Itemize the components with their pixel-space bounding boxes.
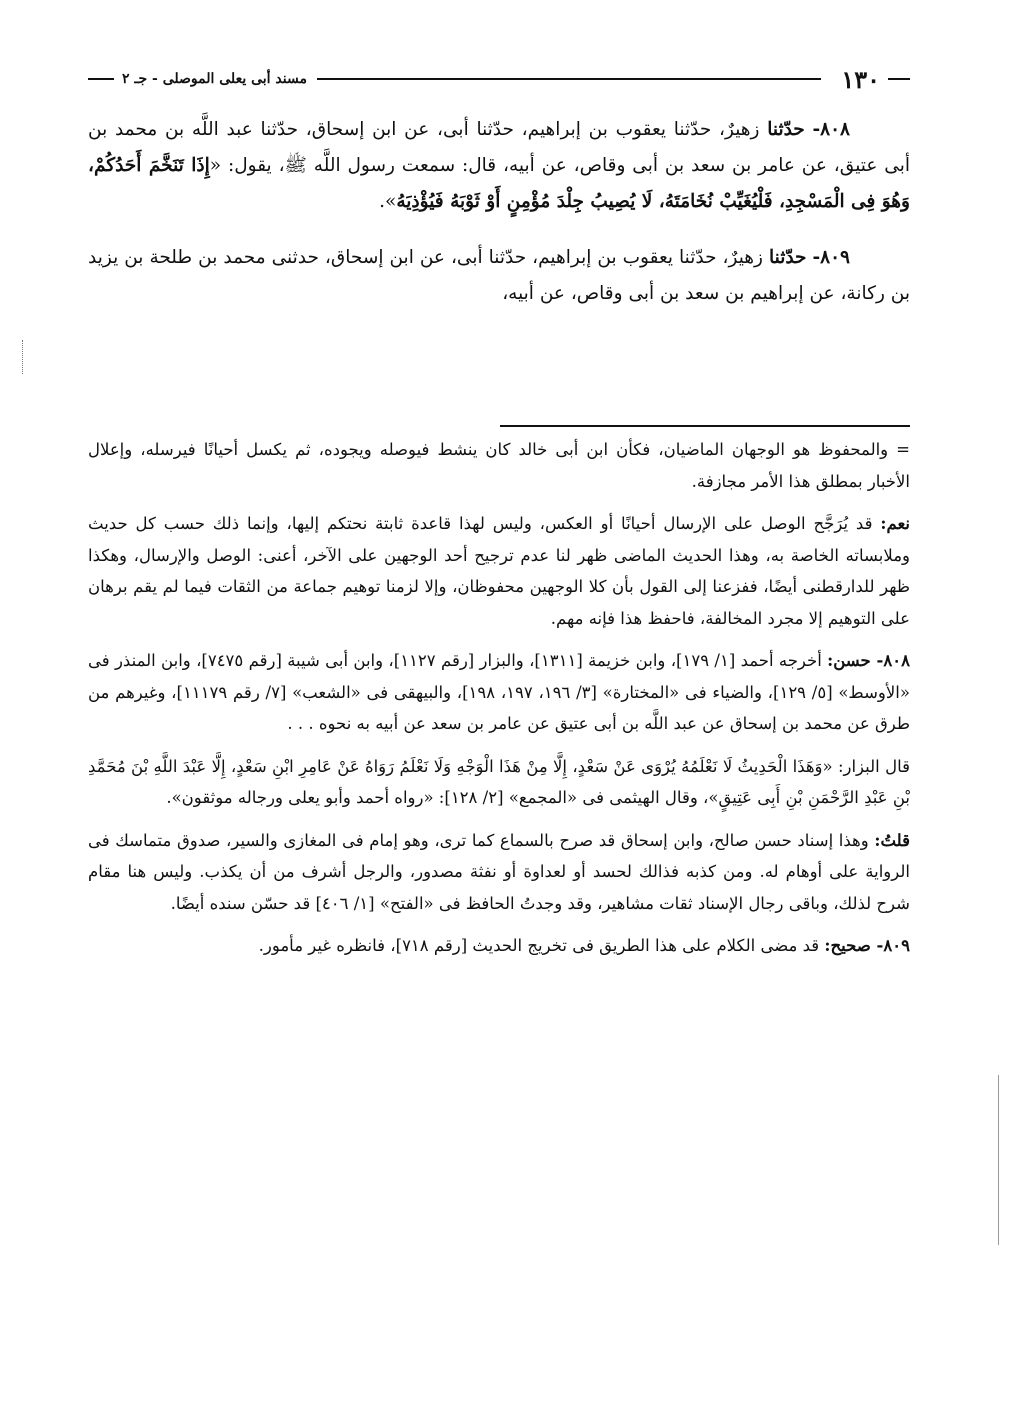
hadith-number: ٨٠٨- (812, 119, 850, 140)
hadith-isnad: زهيرٌ، حدّثنا يعقوب بن إبراهيم، حدّثنا أبى، عن ابن إسحاق، حدّثنا عبد اللَّه بن محمد بن أبى عتيق، عن عامر بن سعد بن أبى وقاص، عن أبيه، قال: سمعت رسول اللَّه ﷺ، يقول: « (88, 119, 910, 176)
main-text (88, 112, 910, 332)
page-header (88, 64, 910, 94)
hadith-808 (88, 112, 910, 220)
page-number: ١٣٠ (841, 64, 880, 94)
footnote-body: وهذا إسناد حسن صالح، وابن إسحاق قد صرح بالسماع كما ترى، وهو إمام فى المغازى والسير، صدوق متماسك فى الرواية على أوهام له. ومن كذبه فذالك لحسد أو لعداوة أو نفثة مصدور، والرجل أشرف من أن يكذب. وليس هنا مقام شرح لذلك، وباقى رجال الإسناد ثقات مشاهير، وقد وجدتُ الحافظ فى «الفتح» [١/ ٤٠٦] قد حسّن سنده أيضًا. (88, 830, 910, 913)
footnote-naam (88, 508, 910, 634)
hadith-matn: إِذَا تَنَخَّمَ أَحَدُكُمْ، وَهُوَ فِى الْمَسْجِدِ، فَلْيُغَيِّبْ نُخَامَتَهُ، لَا يُصِيبُ جِلْدَ مُؤْمِنٍ أَوْ ثَوْبَهُ فَيُؤْذِيَهُ (88, 155, 910, 212)
hadith-809 (88, 240, 910, 312)
hadith-isnad: زهيرٌ، حدّثنا يعقوب بن إبراهيم، حدّثنا أبى، عن ابن إسحاق، حدثنى محمد بن طلحة بن يزيد بن ركانة، عن إبراهيم بن سعد بن أبى وقاص، عن أبيه، (88, 247, 910, 304)
footnote-lead: قلتُ: (874, 830, 911, 850)
running-title: مسند أبى يعلى الموصلى - جـ ٢ (122, 71, 307, 87)
hadith-lead: حدّثنا (767, 119, 805, 140)
footnote-bazzar: قال البزار: «وَهَذَا الْحَدِيثُ لَا نَعْلَمُهُ يُرْوَى عَنْ سَعْدٍ، إِلَّا مِنْ هَذَا الْوَجْهِ وَلَا نَعْلَمُ رَوَاهُ عَنْ عَامِرِ ابْنِ سَعْدٍ، إِلَّا عَبْدَ اللَّهِ بْنَ مُحَمَّدِ بْنِ عَبْدِ الرَّحْمَنِ بْنِ أَبِى عَتِيقٍ»، وقال الهيثمى فى «المجمع» [٢/ ١٢٨]: «رواه أحمد وأبو يعلى ورجاله موثقون». (88, 756, 910, 807)
footnote-separator (500, 425, 910, 427)
footnote-809 (88, 930, 910, 962)
footnote-lead: ٨٠٨- حسن: (827, 651, 910, 670)
footnote-808 (88, 645, 910, 740)
header-dash-right (888, 78, 910, 80)
footnote-body: قد مضى الكلام على هذا الطريق فى تخريج الحديث [رقم ٧١٨]، فانظره غير مأمور. (258, 936, 820, 955)
footnotes (88, 434, 910, 973)
footnote-continuation: = والمحفوظ هو الوجهان الماضيان، فكأن ابن أبى خالد كان ينشط فيوصله ويجوده، ثم يكسل أحيانًا فيرسله، وإعلال الأخبار بمطلق هذا الأمر مجازفة. (88, 440, 910, 491)
margin-rule (998, 1075, 999, 1245)
hadith-number: ٨٠٩- (812, 247, 850, 268)
footnote-qultu (88, 825, 910, 920)
header-rule (317, 78, 821, 80)
footnote-body: أخرجه أحمد [١/ ١٧٩]، وابن خزيمة [١٣١١]، والبزار [رقم ١١٢٧]، وابن أبى شيبة [رقم ٧٤٧٥]، وابن المنذر فى «الأوسط» [٥/ ١٢٩]، والضياء فى «المختارة» [٣/ ١٩٦، ١٩٧، ١٩٨]، والبيهقى فى «الشعب» [٧/ رقم ١١١٧٩]، وغيرهم من طرق عن محمد بن إسحاق عن عبد اللَّه بن أبى عتيق عن عامر بن سعد عن أبيه به نحوه . . . (88, 651, 910, 733)
header-dash-left (88, 78, 114, 80)
hadith-end: ». (379, 191, 397, 212)
footnote-lead: نعم: (880, 514, 910, 533)
hadith-lead: حدّثنا (768, 247, 807, 268)
footnote-body: قد يُرَجَّح الوصل على الإرسال أحيانًا أو العكس، وليس لهذا قاعدة ثابتة نحتكم إليها، وإنما ذلك حسب كل حديث وملابساته الخاصة به، وهذا الحديث الماضى ظهر لنا عدم ترجيح أحد الوجهين على الآخر، أعنى: الوصل والإرسال، وهكذا ظهر للدارقطنى أيضًا، ففزعنا إلى القول بأن كلا الوجهين محفوظان، وإلا لزمنا توهيم جماعة من الثقات فيما لم يقم برهان على التوهيم إلا مجرد المخالفة، فاحفظ هذا فإنه مهم. (88, 514, 910, 628)
margin-mark (22, 340, 25, 374)
footnote-lead: ٨٠٩- صحيح: (824, 936, 910, 955)
